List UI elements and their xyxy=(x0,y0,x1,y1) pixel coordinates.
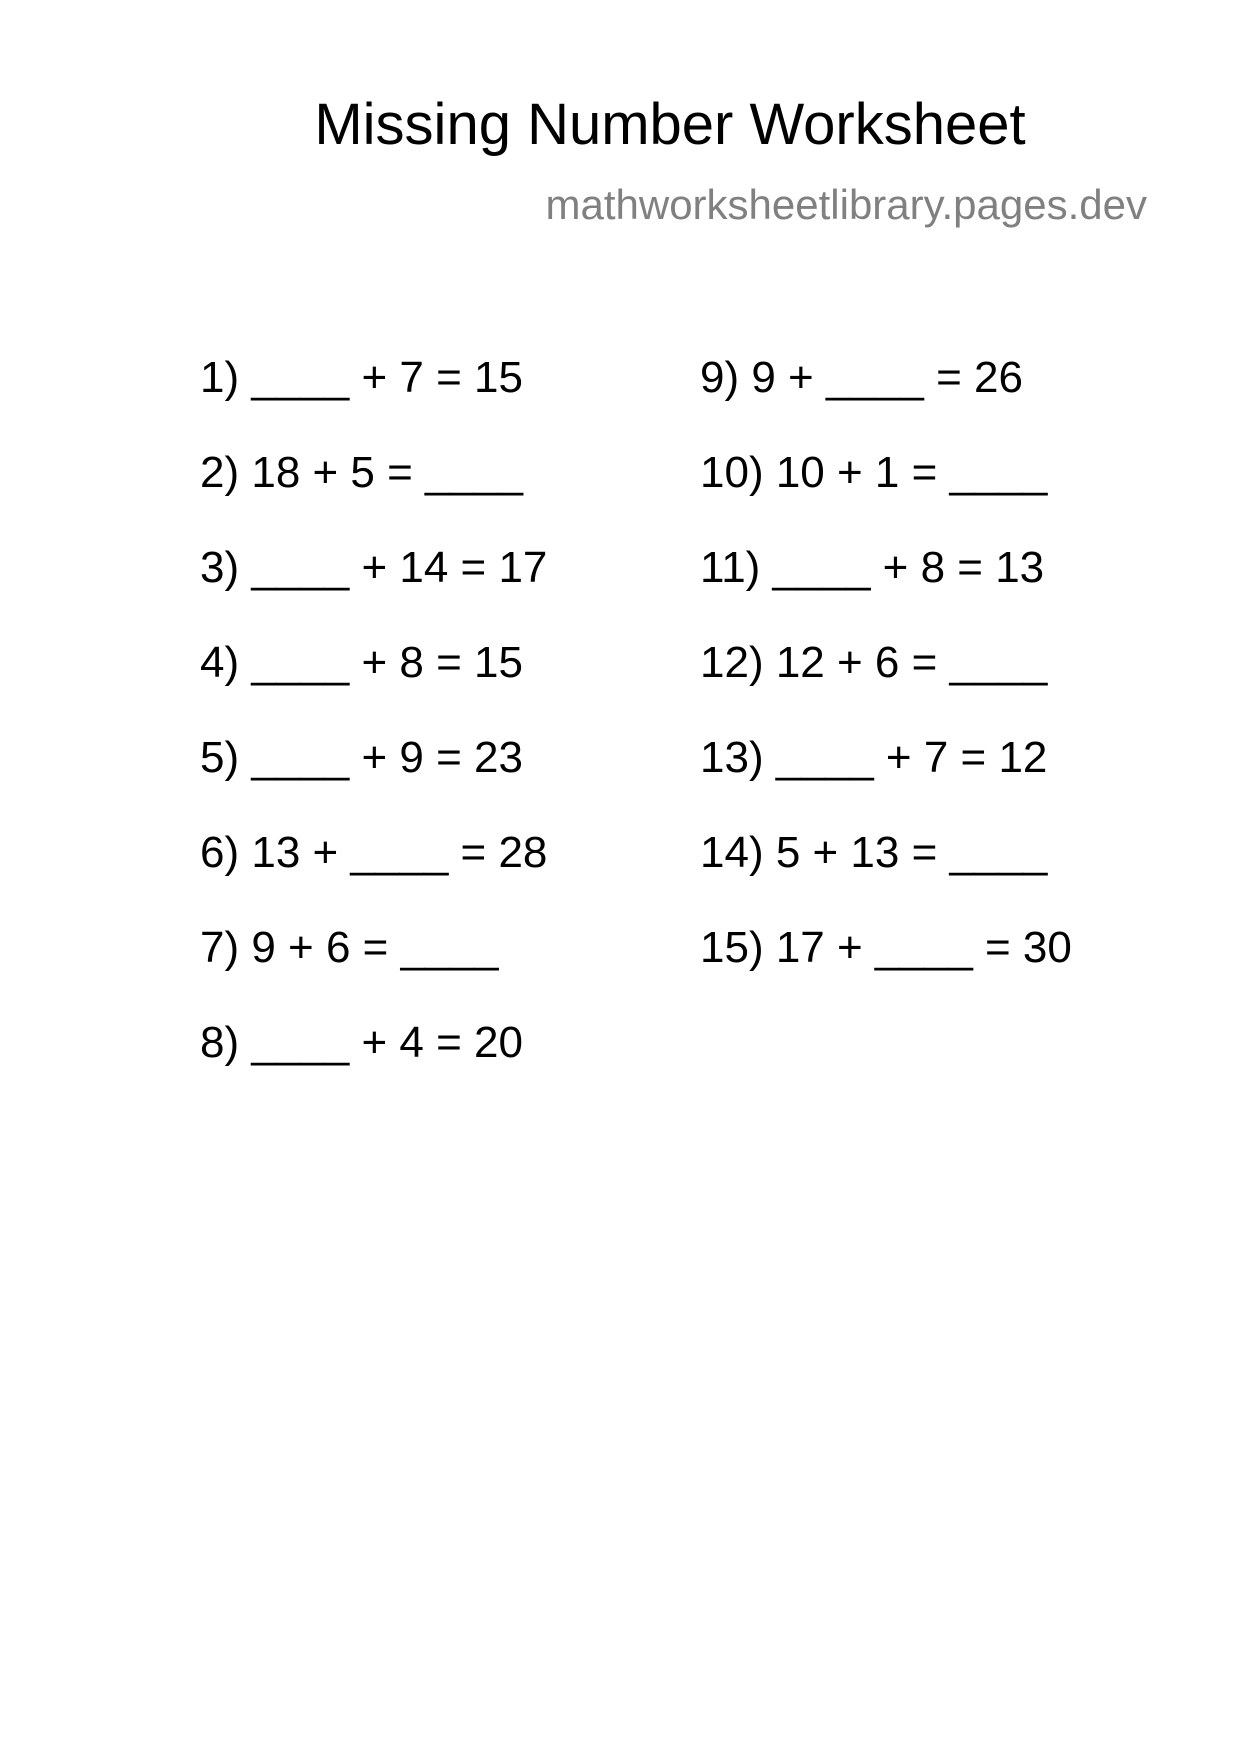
problem-12: 12) 12 + 6 = ____ xyxy=(700,638,1048,687)
problem-15: 15) 17 + ____ = 30 xyxy=(700,923,1072,972)
problem-7: 7) 9 + 6 = ____ xyxy=(200,923,499,972)
problem-5: 5) ____ + 9 = 23 xyxy=(200,733,523,782)
problem-2: 2) 18 + 5 = ____ xyxy=(200,448,523,497)
problem-9: 9) 9 + ____ = 26 xyxy=(700,353,1023,402)
problem-10: 10) 10 + 1 = ____ xyxy=(700,448,1048,497)
problem-8: 8) ____ + 4 = 20 xyxy=(200,1018,523,1067)
problem-6: 6) 13 + ____ = 28 xyxy=(200,828,548,877)
problem-11: 11) ____ + 8 = 13 xyxy=(700,543,1045,592)
worksheet-title: Missing Number Worksheet xyxy=(314,92,1026,157)
problem-13: 13) ____ + 7 = 12 xyxy=(700,733,1048,782)
problem-1: 1) ____ + 7 = 15 xyxy=(200,353,523,402)
problem-14: 14) 5 + 13 = ____ xyxy=(700,828,1048,877)
site-url: mathworksheetlibrary.pages.dev xyxy=(545,181,1147,228)
problem-3: 3) ____ + 14 = 17 xyxy=(200,543,548,592)
problem-4: 4) ____ + 8 = 15 xyxy=(200,638,523,687)
